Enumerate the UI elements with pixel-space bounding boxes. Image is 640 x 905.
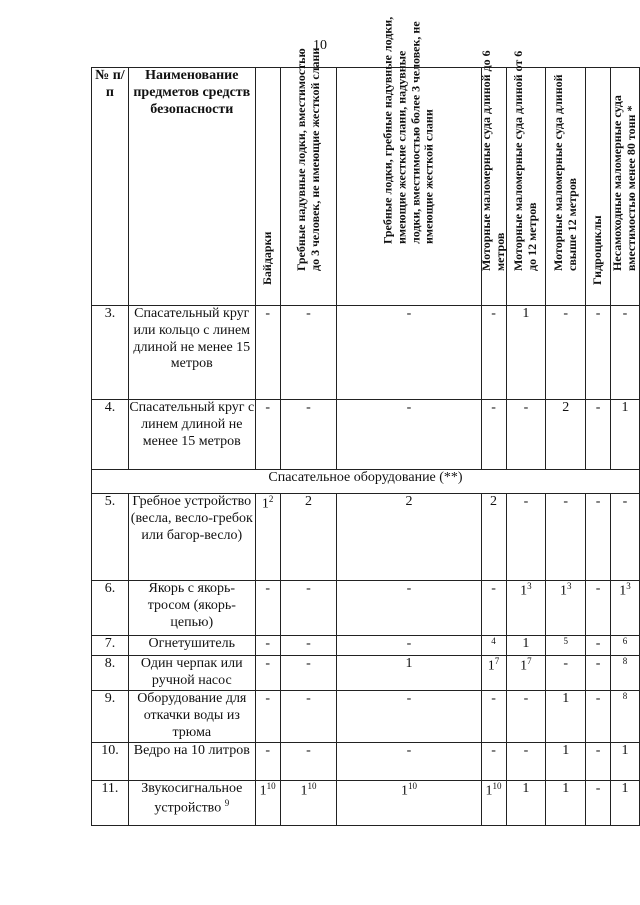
- row-number: 8.: [92, 656, 129, 691]
- table-body: [92, 306, 640, 826]
- cell-value: -: [491, 581, 496, 596]
- value-cell: [546, 691, 586, 743]
- cell-value: -: [306, 400, 311, 415]
- value-cell: [280, 743, 337, 781]
- cell-value: -: [265, 636, 270, 651]
- table-row: [92, 691, 640, 743]
- table-row: [92, 743, 640, 781]
- footnote-marker: 3: [626, 581, 631, 591]
- cell-value: -: [406, 581, 412, 596]
- value-cell: [506, 494, 546, 581]
- section-title: Спасательное оборудование (**): [92, 470, 640, 494]
- cell-value: -: [595, 581, 601, 596]
- value-cell: [337, 656, 481, 691]
- value-cell: [611, 743, 640, 781]
- cell-value: -: [595, 691, 601, 707]
- value-cell: [255, 400, 280, 470]
- cell-value: 1: [485, 784, 493, 800]
- value-cell: [586, 781, 611, 826]
- item-name-text: Спасательный круг с линем длиной не менее 15 метров: [129, 400, 255, 449]
- header-column-label: Несамоходные маломерные суда вместимостью менее 80 тонн *: [610, 95, 638, 272]
- value-cell: [546, 781, 586, 826]
- value-cell: [280, 691, 337, 743]
- value-cell: [481, 743, 506, 781]
- cell-value: 1: [559, 583, 567, 599]
- cell-value: -: [523, 400, 529, 415]
- cell-value: -: [265, 581, 270, 596]
- header-column-label: Моторные маломерные суда длиной от 6 до 12 метров: [511, 51, 539, 272]
- cell-value: 1: [300, 784, 308, 800]
- table-row: [92, 400, 640, 470]
- cell-value: -: [622, 306, 628, 321]
- header-column: [611, 68, 640, 306]
- footnote-marker: 10: [407, 781, 417, 792]
- value-cell: [255, 743, 280, 781]
- cell-value: 1: [562, 691, 570, 707]
- footnote-marker: 7: [527, 656, 532, 667]
- cell-value: -: [595, 494, 601, 509]
- header-number: № п/п: [92, 68, 129, 306]
- page-number: 10: [313, 38, 327, 53]
- value-cell: [546, 581, 586, 636]
- footnote-marker: 5: [563, 636, 568, 646]
- section-row: [92, 470, 640, 494]
- cell-value: -: [595, 743, 601, 759]
- cell-value: -: [406, 400, 412, 415]
- row-number: 3.: [92, 306, 129, 400]
- cell-value: 2: [490, 494, 498, 509]
- footnote-marker: 6: [622, 636, 628, 646]
- item-name-text: Оборудование для откачки воды из трюма: [137, 691, 247, 741]
- value-cell: [506, 781, 546, 826]
- cell-value: -: [306, 743, 311, 759]
- value-cell: [586, 656, 611, 691]
- row-number: 5.: [92, 494, 129, 581]
- value-cell: [506, 581, 546, 636]
- cell-value: 1: [621, 743, 629, 759]
- cell-value: -: [306, 636, 311, 651]
- row-item-name: [128, 581, 255, 636]
- cell-value: -: [491, 743, 496, 759]
- cell-value: -: [595, 656, 601, 672]
- header-column: [546, 68, 586, 306]
- value-cell: [280, 636, 337, 656]
- value-cell: [546, 494, 586, 581]
- cell-value: 1: [562, 743, 570, 759]
- cell-value: -: [265, 400, 270, 415]
- value-cell: [546, 656, 586, 691]
- footnote-marker: 7: [494, 656, 500, 667]
- cell-value: -: [595, 636, 601, 651]
- cell-value: 1: [400, 784, 408, 800]
- cell-value: -: [595, 781, 601, 797]
- cell-value: 1: [621, 400, 629, 415]
- cell-value: -: [523, 691, 529, 707]
- value-cell: [337, 636, 481, 656]
- cell-value: -: [563, 656, 569, 672]
- header-column: [280, 48, 337, 306]
- header-column-label: Гидроциклы: [590, 215, 605, 286]
- item-name-text: Один черпак или ручной насос: [140, 656, 243, 689]
- row-item-name: [128, 781, 255, 826]
- cell-value: -: [265, 743, 270, 759]
- cell-value: 2: [562, 400, 570, 415]
- row-item-name: [128, 306, 255, 400]
- row-number: 10.: [92, 743, 129, 781]
- cell-value: 1: [487, 659, 495, 675]
- value-cell: [481, 400, 506, 470]
- header-column-label: Байдарки: [259, 231, 274, 286]
- value-cell: [546, 636, 586, 656]
- value-cell: [611, 494, 640, 581]
- cell-value: -: [595, 306, 601, 321]
- value-cell: [280, 494, 337, 581]
- row-item-name: [128, 656, 255, 691]
- item-name-text: Якорь с якорь-тросом (якорь-цепью): [147, 581, 236, 630]
- cell-value: 1: [520, 659, 528, 675]
- value-cell: [586, 636, 611, 656]
- cell-value: 1: [261, 496, 269, 512]
- row-item-name: [128, 743, 255, 781]
- row-number: 4.: [92, 400, 129, 470]
- header-column-label: Гребные надувные лодки, вместимостью до 3 человек, не имеющие жесткой слани: [293, 48, 322, 272]
- value-cell: [611, 636, 640, 656]
- value-cell: [337, 743, 481, 781]
- value-cell: [337, 691, 481, 743]
- value-cell: [255, 494, 280, 581]
- header-column-label: Моторные маломерные суда длиной до 6 метров: [478, 50, 507, 272]
- value-cell: [586, 306, 611, 400]
- value-cell: [546, 306, 586, 400]
- cell-value: 1: [522, 781, 530, 797]
- value-cell: [481, 636, 506, 656]
- item-name-text: Спасательный круг или кольцо с линем длиной не менее 15 метров: [133, 306, 251, 372]
- cell-value: -: [595, 400, 601, 415]
- table-row: [92, 781, 640, 826]
- value-cell: [280, 400, 337, 470]
- value-cell: [481, 306, 506, 400]
- footnote-marker: 10: [492, 781, 502, 792]
- cell-value: 1: [562, 781, 570, 797]
- cell-value: -: [563, 494, 569, 509]
- cell-value: 1: [621, 781, 629, 797]
- table-row: [92, 656, 640, 691]
- table-row: [92, 636, 640, 656]
- value-cell: [506, 636, 546, 656]
- footnote-marker: 10: [266, 781, 276, 792]
- header-column: [478, 50, 507, 306]
- cell-value: -: [306, 691, 311, 707]
- value-cell: [280, 656, 337, 691]
- value-cell: [506, 400, 546, 470]
- table-row: [92, 306, 640, 400]
- cell-value: -: [491, 691, 496, 707]
- cell-value: -: [491, 400, 496, 415]
- footnote-marker: 10: [307, 781, 317, 792]
- value-cell: [481, 494, 506, 581]
- value-cell: [280, 581, 337, 636]
- header-column: [255, 68, 280, 306]
- table-row: [92, 581, 640, 636]
- cell-value: -: [265, 691, 270, 707]
- row-item-name: [128, 636, 255, 656]
- cell-value: -: [622, 494, 628, 509]
- cell-value: 1: [522, 636, 530, 651]
- value-cell: [586, 691, 611, 743]
- value-cell: [481, 581, 506, 636]
- cell-value: 1: [520, 583, 528, 599]
- header-column-label: Гребные лодки, гребные надувные лодки, имеющие жесткие слани, надувные лодки, вместимостью более 3 человек, не имеющие жесткой слани: [380, 16, 436, 244]
- footnote-marker: 9: [224, 798, 230, 809]
- header-column: [337, 16, 481, 306]
- table-row: [92, 494, 640, 581]
- value-cell: [611, 306, 640, 400]
- cell-value: -: [406, 743, 412, 759]
- value-cell: [255, 781, 280, 826]
- value-cell: [611, 691, 640, 743]
- header-item-name: Наименование предметов средств безопасности: [128, 68, 255, 306]
- value-cell: [611, 656, 640, 691]
- value-cell: [255, 306, 280, 400]
- value-cell: [481, 691, 506, 743]
- item-name-text: Звукосигнальное устройство: [141, 781, 243, 816]
- row-number: 6.: [92, 581, 129, 636]
- cell-value: -: [406, 691, 412, 707]
- value-cell: [506, 743, 546, 781]
- header-column: [506, 51, 546, 306]
- footnote-marker: 2: [268, 494, 274, 504]
- footnote-marker: 8: [622, 656, 628, 667]
- row-number: 9.: [92, 691, 129, 743]
- value-cell: [611, 400, 640, 470]
- value-cell: [546, 400, 586, 470]
- footnote-marker: 3: [527, 581, 532, 591]
- header-column: [586, 68, 611, 306]
- cell-value: 2: [305, 494, 312, 509]
- item-name-text: Огнетушитель: [148, 636, 236, 651]
- footnote-marker: 3: [566, 581, 572, 591]
- value-cell: [586, 494, 611, 581]
- value-cell: [586, 400, 611, 470]
- cell-value: 1: [522, 306, 530, 321]
- table-header-row: [92, 68, 640, 306]
- value-cell: [337, 306, 481, 400]
- value-cell: [255, 691, 280, 743]
- value-cell: [506, 656, 546, 691]
- item-name-text: Гребное устройство (весла, весло-гребок или багор-весло): [130, 494, 253, 543]
- row-item-name: [128, 400, 255, 470]
- row-number: 7.: [92, 636, 129, 656]
- cell-value: -: [491, 306, 496, 321]
- value-cell: [481, 781, 506, 826]
- cell-value: -: [265, 656, 270, 672]
- value-cell: [337, 400, 481, 470]
- cell-value: 1: [619, 583, 627, 599]
- value-cell: [255, 636, 280, 656]
- cell-value: 1: [405, 656, 413, 672]
- value-cell: [255, 656, 280, 691]
- cell-value: 1: [259, 784, 267, 800]
- cell-value: -: [306, 581, 311, 596]
- row-item-name: [128, 494, 255, 581]
- value-cell: [611, 781, 640, 826]
- footnote-marker: 8: [622, 691, 628, 702]
- cell-value: -: [406, 636, 412, 651]
- value-cell: [337, 781, 481, 826]
- footnote-marker: 4: [491, 636, 496, 646]
- value-cell: [611, 581, 640, 636]
- cell-value: -: [306, 306, 311, 321]
- value-cell: [586, 743, 611, 781]
- row-number: 11.: [92, 781, 129, 826]
- value-cell: [337, 494, 481, 581]
- value-cell: [280, 306, 337, 400]
- header-column-label: Моторные маломерные суда длиной свыше 12 метров: [550, 74, 579, 272]
- cell-value: -: [523, 494, 529, 509]
- value-cell: [255, 581, 280, 636]
- value-cell: [280, 781, 337, 826]
- cell-value: -: [563, 306, 569, 321]
- value-cell: [546, 743, 586, 781]
- cell-value: -: [406, 306, 412, 321]
- row-item-name: [128, 691, 255, 743]
- value-cell: [337, 581, 481, 636]
- value-cell: [506, 691, 546, 743]
- cell-value: 2: [405, 494, 413, 509]
- cell-value: -: [306, 656, 311, 672]
- value-cell: [506, 306, 546, 400]
- item-name-text: Ведро на 10 литров: [133, 743, 250, 759]
- value-cell: [481, 656, 506, 691]
- cell-value: -: [265, 306, 270, 321]
- value-cell: [586, 581, 611, 636]
- safety-equipment-table: [91, 16, 640, 826]
- cell-value: -: [523, 743, 529, 759]
